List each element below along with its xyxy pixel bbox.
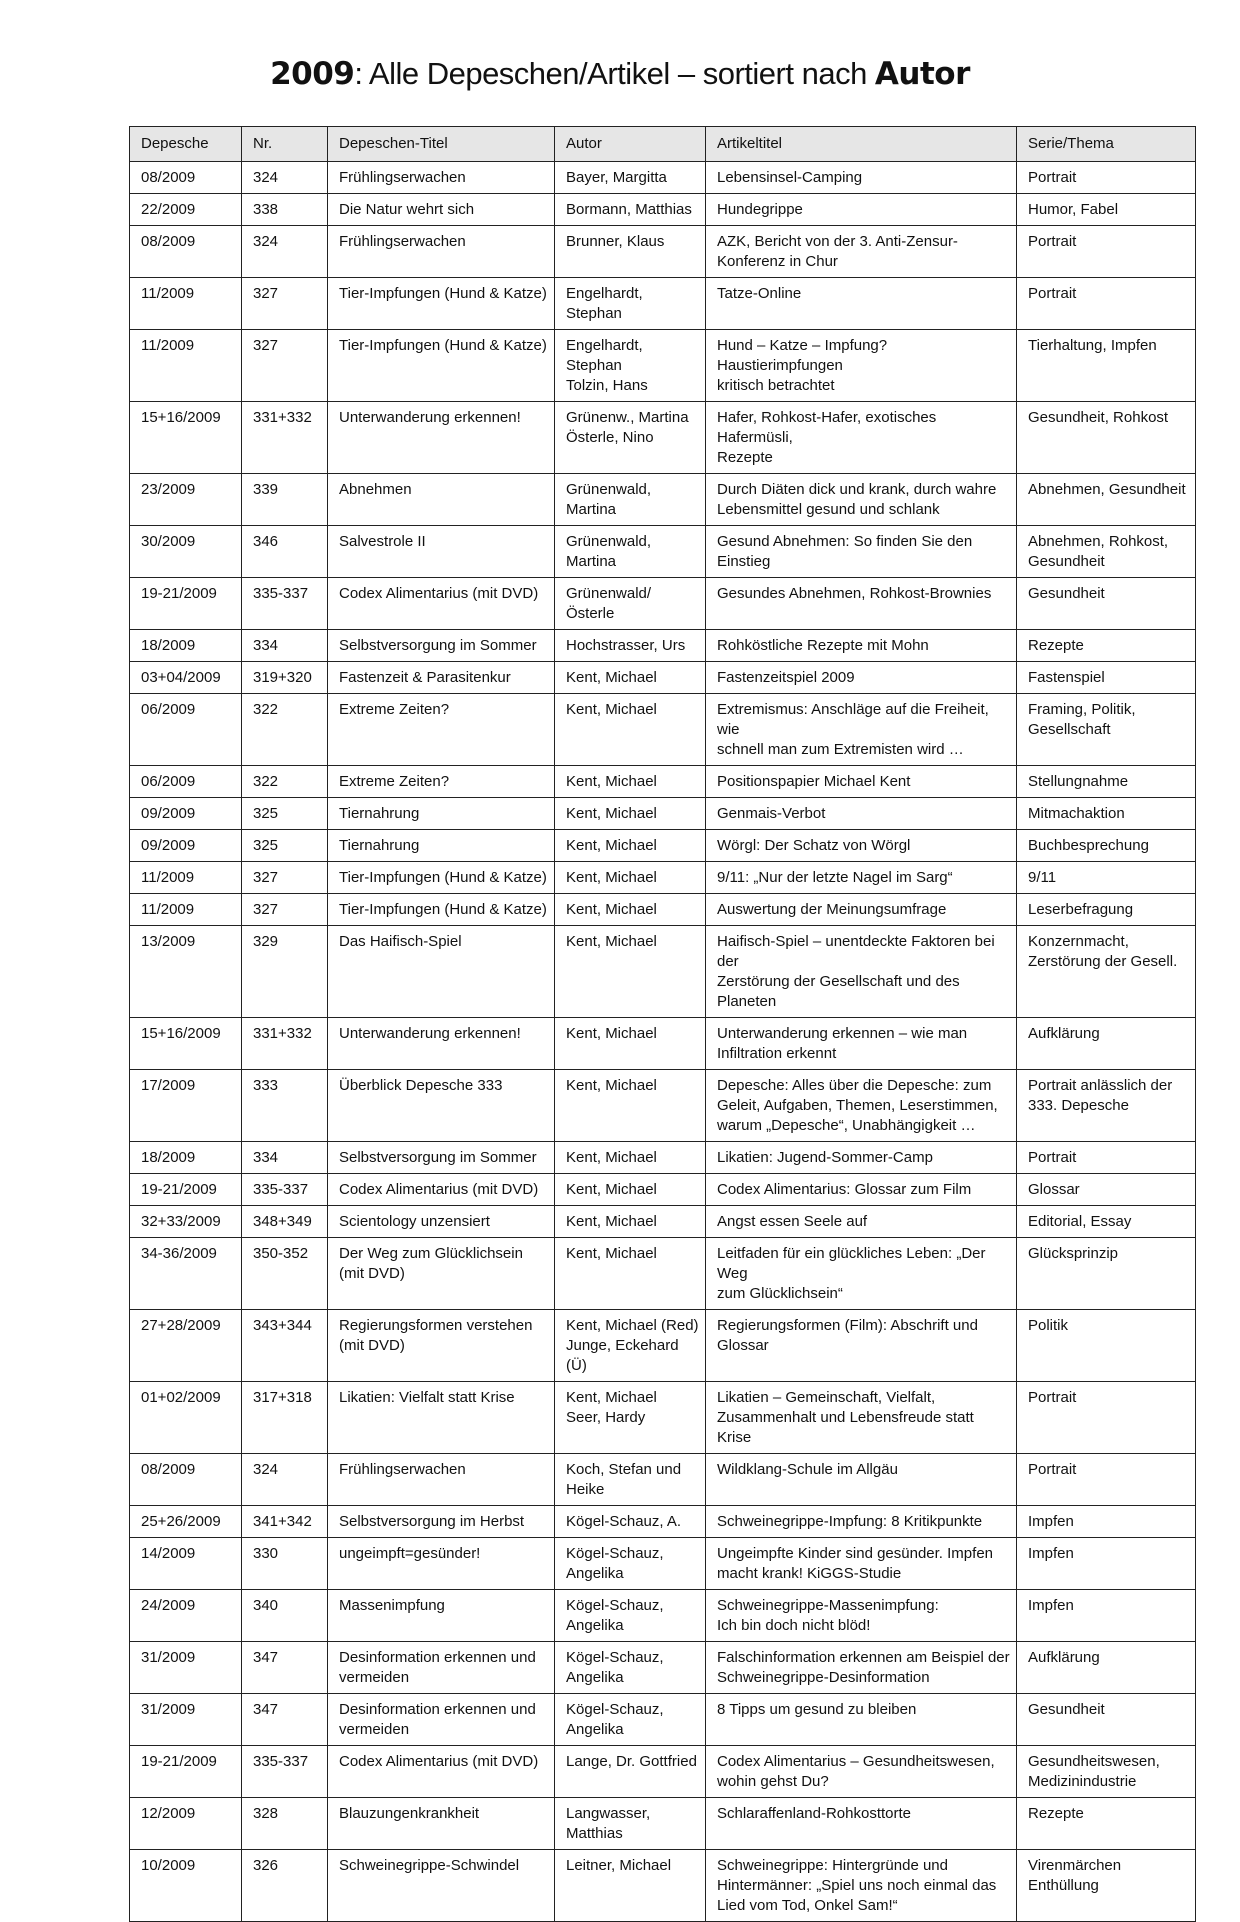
cell-depeschen-titel: Der Weg zum Glücklichsein (mit DVD) [328, 1238, 555, 1310]
cell-depeschen-titel: Tiernahrung [328, 798, 555, 830]
cell-artikeltitel: 8 Tipps um gesund zu bleiben [706, 1694, 1017, 1746]
table-row [130, 926, 1196, 1018]
cell-depeschen-titel: Tier-Impfungen (Hund & Katze) [328, 862, 555, 894]
cell-nr: 347 [242, 1642, 328, 1694]
cell-nr: 324 [242, 1454, 328, 1506]
cell-nr: 347 [242, 1694, 328, 1746]
cell-depesche: 30/2009 [130, 526, 242, 578]
cell-autor: Kögel-Schauz, A. [555, 1506, 706, 1538]
cell-autor: Brunner, Klaus [555, 226, 706, 278]
cell-nr: 334 [242, 1142, 328, 1174]
page-title [0, 56, 1240, 92]
table-row [130, 474, 1196, 526]
header-autor: Autor [555, 127, 706, 162]
cell-nr: 348+349 [242, 1206, 328, 1238]
cell-autor: Kent, Michael [555, 862, 706, 894]
cell-depesche: 25+26/2009 [130, 1506, 242, 1538]
cell-serie-thema: Fastenspiel [1017, 662, 1196, 694]
cell-depeschen-titel: Selbstversorgung im Herbst [328, 1506, 555, 1538]
cell-artikeltitel: Gesund Abnehmen: So finden Sie den Einstieg [706, 526, 1017, 578]
cell-depeschen-titel: Unterwanderung erkennen! [328, 402, 555, 474]
cell-artikeltitel: Durch Diäten dick und krank, durch wahre Lebensmittel gesund und schlank [706, 474, 1017, 526]
cell-depesche: 09/2009 [130, 798, 242, 830]
cell-artikeltitel: Schweinegrippe-Impfung: 8 Kritikpunkte [706, 1506, 1017, 1538]
cell-artikeltitel: Tatze-Online [706, 278, 1017, 330]
cell-depeschen-titel: Extreme Zeiten? [328, 766, 555, 798]
table-row [130, 830, 1196, 862]
cell-autor: Kent, Michael [555, 1070, 706, 1142]
cell-depesche: 11/2009 [130, 862, 242, 894]
table-row [130, 1174, 1196, 1206]
cell-nr: 319+320 [242, 662, 328, 694]
cell-artikeltitel: Wörgl: Der Schatz von Wörgl [706, 830, 1017, 862]
cell-nr: 334 [242, 630, 328, 662]
cell-serie-thema: Mitmachaktion [1017, 798, 1196, 830]
cell-nr: 322 [242, 766, 328, 798]
title-key: Autor [874, 56, 970, 92]
cell-serie-thema: Portrait anlässlich der 333. Depesche [1017, 1070, 1196, 1142]
cell-depesche: 03+04/2009 [130, 662, 242, 694]
cell-serie-thema: Portrait [1017, 162, 1196, 194]
table-row [130, 630, 1196, 662]
table-row [130, 798, 1196, 830]
cell-depeschen-titel: Extreme Zeiten? [328, 694, 555, 766]
table-row [130, 226, 1196, 278]
cell-autor: Lange, Dr. Gottfried [555, 1746, 706, 1798]
cell-artikeltitel: Haifisch-Spiel – unentdeckte Faktoren bei der Zerstörung der Gesellschaft und des Planeten [706, 926, 1017, 1018]
table-row [130, 1746, 1196, 1798]
cell-autor: Bayer, Margitta [555, 162, 706, 194]
cell-autor: Kent, Michael [555, 798, 706, 830]
cell-nr: 331+332 [242, 402, 328, 474]
cell-depesche: 10/2009 [130, 1850, 242, 1922]
cell-serie-thema: Impfen [1017, 1590, 1196, 1642]
cell-depeschen-titel: Regierungsformen verstehen (mit DVD) [328, 1310, 555, 1382]
cell-artikeltitel: Gesundes Abnehmen, Rohkost-Brownies [706, 578, 1017, 630]
cell-serie-thema: Framing, Politik, Gesellschaft [1017, 694, 1196, 766]
cell-autor: Kent, Michael [555, 894, 706, 926]
cell-depeschen-titel: Fastenzeit & Parasitenkur [328, 662, 555, 694]
table-row [130, 162, 1196, 194]
table-row [130, 1454, 1196, 1506]
cell-nr: 331+332 [242, 1018, 328, 1070]
table-row [130, 578, 1196, 630]
cell-autor: Kent, Michael [555, 766, 706, 798]
cell-depesche: 01+02/2009 [130, 1382, 242, 1454]
cell-depeschen-titel: Die Natur wehrt sich [328, 194, 555, 226]
cell-artikeltitel: Ungeimpfte Kinder sind gesünder. Impfen macht krank! KiGGS-Studie [706, 1538, 1017, 1590]
cell-depeschen-titel: Scientology unzensiert [328, 1206, 555, 1238]
cell-nr: 335-337 [242, 1174, 328, 1206]
cell-nr: 327 [242, 862, 328, 894]
cell-serie-thema: Aufklärung [1017, 1642, 1196, 1694]
cell-serie-thema: Portrait [1017, 278, 1196, 330]
cell-depeschen-titel: Codex Alimentarius (mit DVD) [328, 578, 555, 630]
cell-serie-thema: Gesundheit [1017, 1694, 1196, 1746]
cell-artikeltitel: Wildklang-Schule im Allgäu [706, 1454, 1017, 1506]
cell-nr: 350-352 [242, 1238, 328, 1310]
cell-autor: Kögel-Schauz, Angelika [555, 1694, 706, 1746]
cell-artikeltitel: AZK, Bericht von der 3. Anti-Zensur- Konferenz in Chur [706, 226, 1017, 278]
cell-artikeltitel: Codex Alimentarius: Glossar zum Film [706, 1174, 1017, 1206]
cell-autor: Kögel-Schauz, Angelika [555, 1642, 706, 1694]
cell-depeschen-titel: Tier-Impfungen (Hund & Katze) [328, 278, 555, 330]
table-row [130, 662, 1196, 694]
cell-depesche: 11/2009 [130, 330, 242, 402]
table-row [130, 1310, 1196, 1382]
cell-autor: Kent, Michael (Red) Junge, Eckehard (Ü) [555, 1310, 706, 1382]
cell-artikeltitel: Rohköstliche Rezepte mit Mohn [706, 630, 1017, 662]
cell-nr: 325 [242, 798, 328, 830]
cell-depesche: 09/2009 [130, 830, 242, 862]
cell-depesche: 11/2009 [130, 894, 242, 926]
cell-depesche: 19-21/2009 [130, 1174, 242, 1206]
cell-nr: 327 [242, 278, 328, 330]
table-row [130, 1238, 1196, 1310]
cell-artikeltitel: Falschinformation erkennen am Beispiel der Schweinegrippe-Desinformation [706, 1642, 1017, 1694]
cell-autor: Kent, Michael [555, 1018, 706, 1070]
cell-nr: 327 [242, 330, 328, 402]
cell-serie-thema: Rezepte [1017, 1798, 1196, 1850]
cell-depeschen-titel: Salvestrole II [328, 526, 555, 578]
cell-depeschen-titel: Selbstversorgung im Sommer [328, 630, 555, 662]
cell-autor: Langwasser, Matthias [555, 1798, 706, 1850]
cell-nr: 324 [242, 226, 328, 278]
cell-depeschen-titel: Abnehmen [328, 474, 555, 526]
cell-serie-thema: Gesundheit [1017, 578, 1196, 630]
header-artikeltitel: Artikeltitel [706, 127, 1017, 162]
cell-nr: 341+342 [242, 1506, 328, 1538]
cell-artikeltitel: Angst essen Seele auf [706, 1206, 1017, 1238]
cell-artikeltitel: Auswertung der Meinungsumfrage [706, 894, 1017, 926]
cell-serie-thema: Leserbefragung [1017, 894, 1196, 926]
header-nr: Nr. [242, 127, 328, 162]
table-row [130, 894, 1196, 926]
cell-depeschen-titel: Codex Alimentarius (mit DVD) [328, 1746, 555, 1798]
cell-autor: Engelhardt, Stephan Tolzin, Hans [555, 330, 706, 402]
title-year: 2009 [270, 56, 355, 92]
cell-artikeltitel: Schweinegrippe: Hintergründe und Hintermänner: „Spiel uns noch einmal das Lied vom Tod, Onkel Sam!“ [706, 1850, 1017, 1922]
cell-serie-thema: Stellungnahme [1017, 766, 1196, 798]
table-row [130, 1206, 1196, 1238]
cell-depeschen-titel: Codex Alimentarius (mit DVD) [328, 1174, 555, 1206]
cell-nr: 322 [242, 694, 328, 766]
table-row [130, 1018, 1196, 1070]
cell-serie-thema: Impfen [1017, 1506, 1196, 1538]
table-row [130, 766, 1196, 798]
table-row [130, 1642, 1196, 1694]
cell-depeschen-titel: Selbstversorgung im Sommer [328, 1142, 555, 1174]
cell-depesche: 18/2009 [130, 630, 242, 662]
cell-depeschen-titel: Das Haifisch-Spiel [328, 926, 555, 1018]
cell-autor: Grünenwald, Martina [555, 474, 706, 526]
table-row [130, 1694, 1196, 1746]
articles-table [129, 126, 1196, 1922]
table-row [130, 1382, 1196, 1454]
cell-autor: Grünenw., Martina Österle, Nino [555, 402, 706, 474]
cell-serie-thema: Rezepte [1017, 630, 1196, 662]
cell-depeschen-titel: Blauzungenkrankheit [328, 1798, 555, 1850]
cell-depeschen-titel: Tiernahrung [328, 830, 555, 862]
cell-artikeltitel: Leitfaden für ein glückliches Leben: „Der Weg zum Glücklichsein“ [706, 1238, 1017, 1310]
cell-depeschen-titel: Desinformation erkennen und vermeiden [328, 1642, 555, 1694]
cell-autor: Engelhardt, Stephan [555, 278, 706, 330]
cell-serie-thema: Aufklärung [1017, 1018, 1196, 1070]
cell-nr: 330 [242, 1538, 328, 1590]
cell-depesche: 34-36/2009 [130, 1238, 242, 1310]
table-body [130, 162, 1196, 1922]
cell-artikeltitel: Codex Alimentarius – Gesundheitswesen, wohin gehst Du? [706, 1746, 1017, 1798]
cell-artikeltitel: Depesche: Alles über die Depesche: zum Geleit, Aufgaben, Themen, Leserstimmen, warum „Depesche“, Unabhängigkeit … [706, 1070, 1017, 1142]
cell-depesche: 14/2009 [130, 1538, 242, 1590]
cell-serie-thema: Abnehmen, Gesundheit [1017, 474, 1196, 526]
cell-artikeltitel: Hund – Katze – Impfung? Haustierimpfungen kritisch betrachtet [706, 330, 1017, 402]
cell-artikeltitel: Likatien – Gemeinschaft, Vielfalt, Zusammenhalt und Lebensfreude statt Krise [706, 1382, 1017, 1454]
cell-autor: Kent, Michael [555, 1206, 706, 1238]
table-row [130, 1590, 1196, 1642]
cell-depeschen-titel: Frühlingserwachen [328, 226, 555, 278]
table-row [130, 1538, 1196, 1590]
cell-serie-thema: Portrait [1017, 1454, 1196, 1506]
header-depeschen-titel: Depeschen-Titel [328, 127, 555, 162]
cell-autor: Kent, Michael [555, 926, 706, 1018]
cell-autor: Kent, Michael [555, 830, 706, 862]
cell-artikeltitel: Hafer, Rohkost-Hafer, exotisches Hafermüsli, Rezepte [706, 402, 1017, 474]
cell-artikeltitel: Schlaraffenland-Rohkosttorte [706, 1798, 1017, 1850]
table-row [130, 1142, 1196, 1174]
table-row [130, 1798, 1196, 1850]
table-row [130, 1070, 1196, 1142]
cell-nr: 328 [242, 1798, 328, 1850]
cell-autor: Kent, Michael [555, 1238, 706, 1310]
cell-nr: 327 [242, 894, 328, 926]
cell-depesche: 06/2009 [130, 694, 242, 766]
table-row [130, 330, 1196, 402]
table-row [130, 278, 1196, 330]
title-middle: : Alle Depeschen/Artikel – sortiert nach [354, 56, 875, 91]
cell-serie-thema: Virenmärchen Enthüllung [1017, 1850, 1196, 1922]
cell-nr: 317+318 [242, 1382, 328, 1454]
cell-autor: Kent, Michael Seer, Hardy [555, 1382, 706, 1454]
cell-depesche: 27+28/2009 [130, 1310, 242, 1382]
cell-depesche: 18/2009 [130, 1142, 242, 1174]
cell-depeschen-titel: Überblick Depesche 333 [328, 1070, 555, 1142]
cell-autor: Bormann, Matthias [555, 194, 706, 226]
cell-serie-thema: Humor, Fabel [1017, 194, 1196, 226]
cell-autor: Kögel-Schauz, Angelika [555, 1538, 706, 1590]
cell-depesche: 24/2009 [130, 1590, 242, 1642]
cell-depesche: 19-21/2009 [130, 578, 242, 630]
cell-depesche: 31/2009 [130, 1642, 242, 1694]
table-row [130, 402, 1196, 474]
cell-depesche: 19-21/2009 [130, 1746, 242, 1798]
cell-autor: Grünenwald, Martina [555, 526, 706, 578]
cell-autor: Kent, Michael [555, 694, 706, 766]
table-row [130, 694, 1196, 766]
cell-nr: 338 [242, 194, 328, 226]
cell-artikeltitel: Likatien: Jugend-Sommer-Camp [706, 1142, 1017, 1174]
cell-artikeltitel: Unterwanderung erkennen – wie man Infiltration erkennt [706, 1018, 1017, 1070]
cell-depeschen-titel: Tier-Impfungen (Hund & Katze) [328, 894, 555, 926]
cell-serie-thema: 9/11 [1017, 862, 1196, 894]
cell-autor: Hochstrasser, Urs [555, 630, 706, 662]
cell-depesche: 23/2009 [130, 474, 242, 526]
cell-serie-thema: Impfen [1017, 1538, 1196, 1590]
cell-depesche: 15+16/2009 [130, 1018, 242, 1070]
cell-nr: 324 [242, 162, 328, 194]
cell-autor: Leitner, Michael [555, 1850, 706, 1922]
cell-artikeltitel: Fastenzeitspiel 2009 [706, 662, 1017, 694]
cell-depesche: 08/2009 [130, 1454, 242, 1506]
cell-nr: 326 [242, 1850, 328, 1922]
cell-depesche: 08/2009 [130, 162, 242, 194]
table-row [130, 1850, 1196, 1922]
cell-serie-thema: Glossar [1017, 1174, 1196, 1206]
cell-autor: Koch, Stefan und Heike [555, 1454, 706, 1506]
cell-nr: 340 [242, 1590, 328, 1642]
cell-serie-thema: Tierhaltung, Impfen [1017, 330, 1196, 402]
cell-serie-thema: Abnehmen, Rohkost, Gesundheit [1017, 526, 1196, 578]
cell-nr: 335-337 [242, 578, 328, 630]
cell-artikeltitel: Genmais-Verbot [706, 798, 1017, 830]
cell-autor: Kent, Michael [555, 1142, 706, 1174]
cell-artikeltitel: Positionspapier Michael Kent [706, 766, 1017, 798]
cell-nr: 335-337 [242, 1746, 328, 1798]
cell-depeschen-titel: Massenimpfung [328, 1590, 555, 1642]
cell-serie-thema: Portrait [1017, 226, 1196, 278]
cell-depeschen-titel: Tier-Impfungen (Hund & Katze) [328, 330, 555, 402]
cell-artikeltitel: Hundegrippe [706, 194, 1017, 226]
table-row [130, 194, 1196, 226]
cell-serie-thema: Portrait [1017, 1142, 1196, 1174]
cell-autor: Kent, Michael [555, 662, 706, 694]
cell-depeschen-titel: ungeimpft=gesünder! [328, 1538, 555, 1590]
cell-depeschen-titel: Likatien: Vielfalt statt Krise [328, 1382, 555, 1454]
cell-depesche: 12/2009 [130, 1798, 242, 1850]
cell-artikeltitel: Lebensinsel-Camping [706, 162, 1017, 194]
cell-serie-thema: Gesundheit, Rohkost [1017, 402, 1196, 474]
cell-depeschen-titel: Desinformation erkennen und vermeiden [328, 1694, 555, 1746]
cell-serie-thema: Glücksprinzip [1017, 1238, 1196, 1310]
cell-depesche: 32+33/2009 [130, 1206, 242, 1238]
cell-serie-thema: Gesundheitswesen, Medizinindustrie [1017, 1746, 1196, 1798]
header-depesche: Depesche [130, 127, 242, 162]
cell-autor: Grünenwald/Österle [555, 578, 706, 630]
cell-serie-thema: Buchbesprechung [1017, 830, 1196, 862]
cell-nr: 333 [242, 1070, 328, 1142]
cell-depesche: 13/2009 [130, 926, 242, 1018]
cell-serie-thema: Editorial, Essay [1017, 1206, 1196, 1238]
cell-depeschen-titel: Schweinegrippe-Schwindel [328, 1850, 555, 1922]
header-serie-thema: Serie/Thema [1017, 127, 1196, 162]
cell-nr: 346 [242, 526, 328, 578]
table-header-row [130, 127, 1196, 162]
cell-nr: 329 [242, 926, 328, 1018]
cell-depeschen-titel: Unterwanderung erkennen! [328, 1018, 555, 1070]
cell-depesche: 15+16/2009 [130, 402, 242, 474]
table-row [130, 862, 1196, 894]
cell-depeschen-titel: Frühlingserwachen [328, 1454, 555, 1506]
cell-nr: 343+344 [242, 1310, 328, 1382]
cell-depesche: 11/2009 [130, 278, 242, 330]
cell-depesche: 22/2009 [130, 194, 242, 226]
cell-artikeltitel: Schweinegrippe-Massenimpfung: Ich bin doch nicht blöd! [706, 1590, 1017, 1642]
cell-autor: Kögel-Schauz, Angelika [555, 1590, 706, 1642]
cell-autor: Kent, Michael [555, 1174, 706, 1206]
table-row [130, 526, 1196, 578]
cell-depesche: 31/2009 [130, 1694, 242, 1746]
cell-depeschen-titel: Frühlingserwachen [328, 162, 555, 194]
cell-serie-thema: Politik [1017, 1310, 1196, 1382]
cell-nr: 325 [242, 830, 328, 862]
cell-serie-thema: Portrait [1017, 1382, 1196, 1454]
cell-depesche: 06/2009 [130, 766, 242, 798]
cell-depesche: 17/2009 [130, 1070, 242, 1142]
cell-depesche: 08/2009 [130, 226, 242, 278]
cell-nr: 339 [242, 474, 328, 526]
cell-artikeltitel: Extremismus: Anschläge auf die Freiheit, wie schnell man zum Extremisten wird … [706, 694, 1017, 766]
cell-serie-thema: Konzernmacht, Zerstörung der Gesell. [1017, 926, 1196, 1018]
cell-artikeltitel: 9/11: „Nur der letzte Nagel im Sarg“ [706, 862, 1017, 894]
table-row [130, 1506, 1196, 1538]
cell-artikeltitel: Regierungsformen (Film): Abschrift und Glossar [706, 1310, 1017, 1382]
